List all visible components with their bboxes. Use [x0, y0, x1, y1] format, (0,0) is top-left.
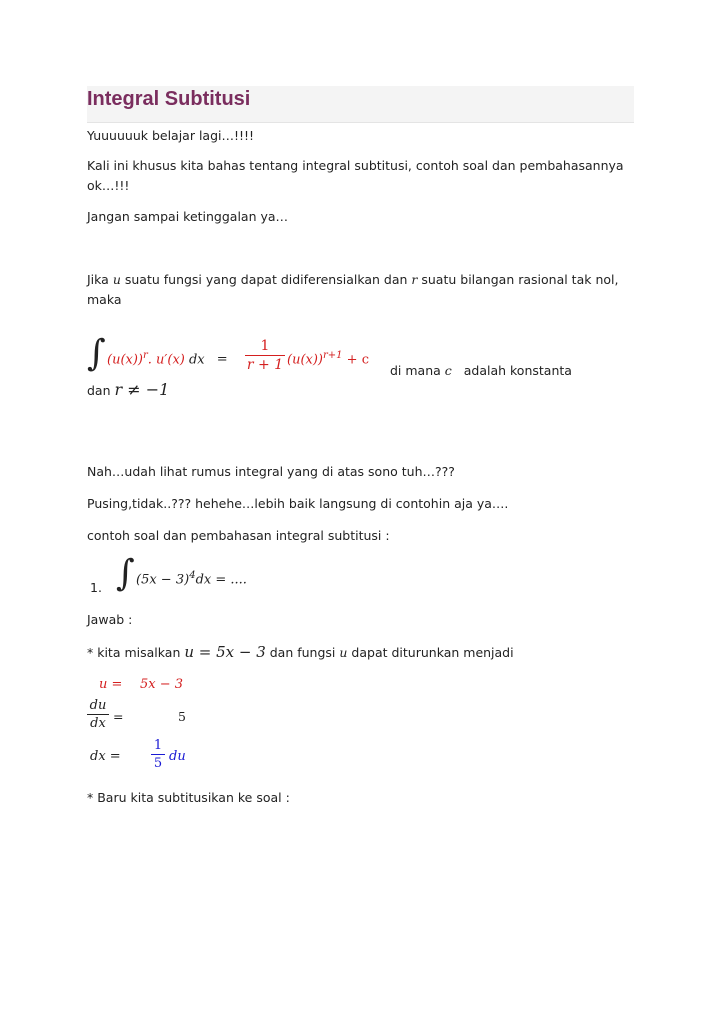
derivation-row-3-lhs: dx = [90, 749, 121, 764]
discussion-paragraph-1: Nah…udah lihat rumus integral yang di atas sono tuh…??? [87, 464, 455, 479]
answer-label: Jawab : [87, 612, 133, 627]
discussion-paragraph-2: Pusing,tidak..??? hehehe…lebih baik langsung di contohin aja ya…. [87, 496, 509, 511]
derivation-row-1-rhs: 5x − 3 [140, 677, 184, 692]
problem-expression: $(5x - 3)^4dx$ = .... [136, 570, 247, 588]
theorem-text: Jika u suatu fungsi yang dapat didiferensialkan dan r suatu bilangan rasional tak nol, maka [87, 272, 619, 307]
intro-paragraph-1: Yuuuuuuk belajar lagi…!!!! [87, 128, 255, 143]
discussion-paragraph-3: contoh soal dan pembahasan integral subtitusi : [87, 528, 390, 543]
condition-line: dan r ≠ −1 [87, 380, 170, 399]
answer-step-2: * Baru kita subtitusikan ke soal : [87, 790, 290, 805]
formula-right: $(u(x))^{r+1} + c$ [287, 350, 369, 368]
integral-sign: ∫ [87, 333, 106, 374]
constant-note: di mana c adalah konstanta [390, 363, 572, 378]
problem-integral-sign: ∫ [116, 553, 135, 594]
derivation-row-3-fraction: 1 5 [151, 738, 165, 771]
page-title: Integral Subtitusi [87, 88, 251, 110]
intro-paragraph-3: Jangan sampai ketinggalan ya… [87, 209, 289, 224]
answer-step-1: * kita misalkan u = 5x − 3 dan fungsi u dapat diturunkan menjadi [87, 643, 514, 661]
derivation-row-2-fraction: du dx [87, 698, 109, 731]
derivation-row-1-lhs: u = [99, 677, 123, 692]
derivation-row-2-rhs: 5 [178, 709, 186, 724]
formula-fraction: 1 r + 1 [246, 338, 284, 373]
title-bar [87, 86, 634, 123]
derivation-row-3-du: du [169, 749, 186, 764]
problem-number: 1. [90, 580, 102, 595]
formula-left: $(u(x))^r$. u′(x) dx = [107, 350, 228, 368]
intro-paragraph-2: Kali ini khusus kita bahas tentang integral subtitusi, contoh soal dan pembahasannya ok…!!! [87, 158, 624, 193]
derivation-row-2-eq: = [113, 709, 124, 724]
